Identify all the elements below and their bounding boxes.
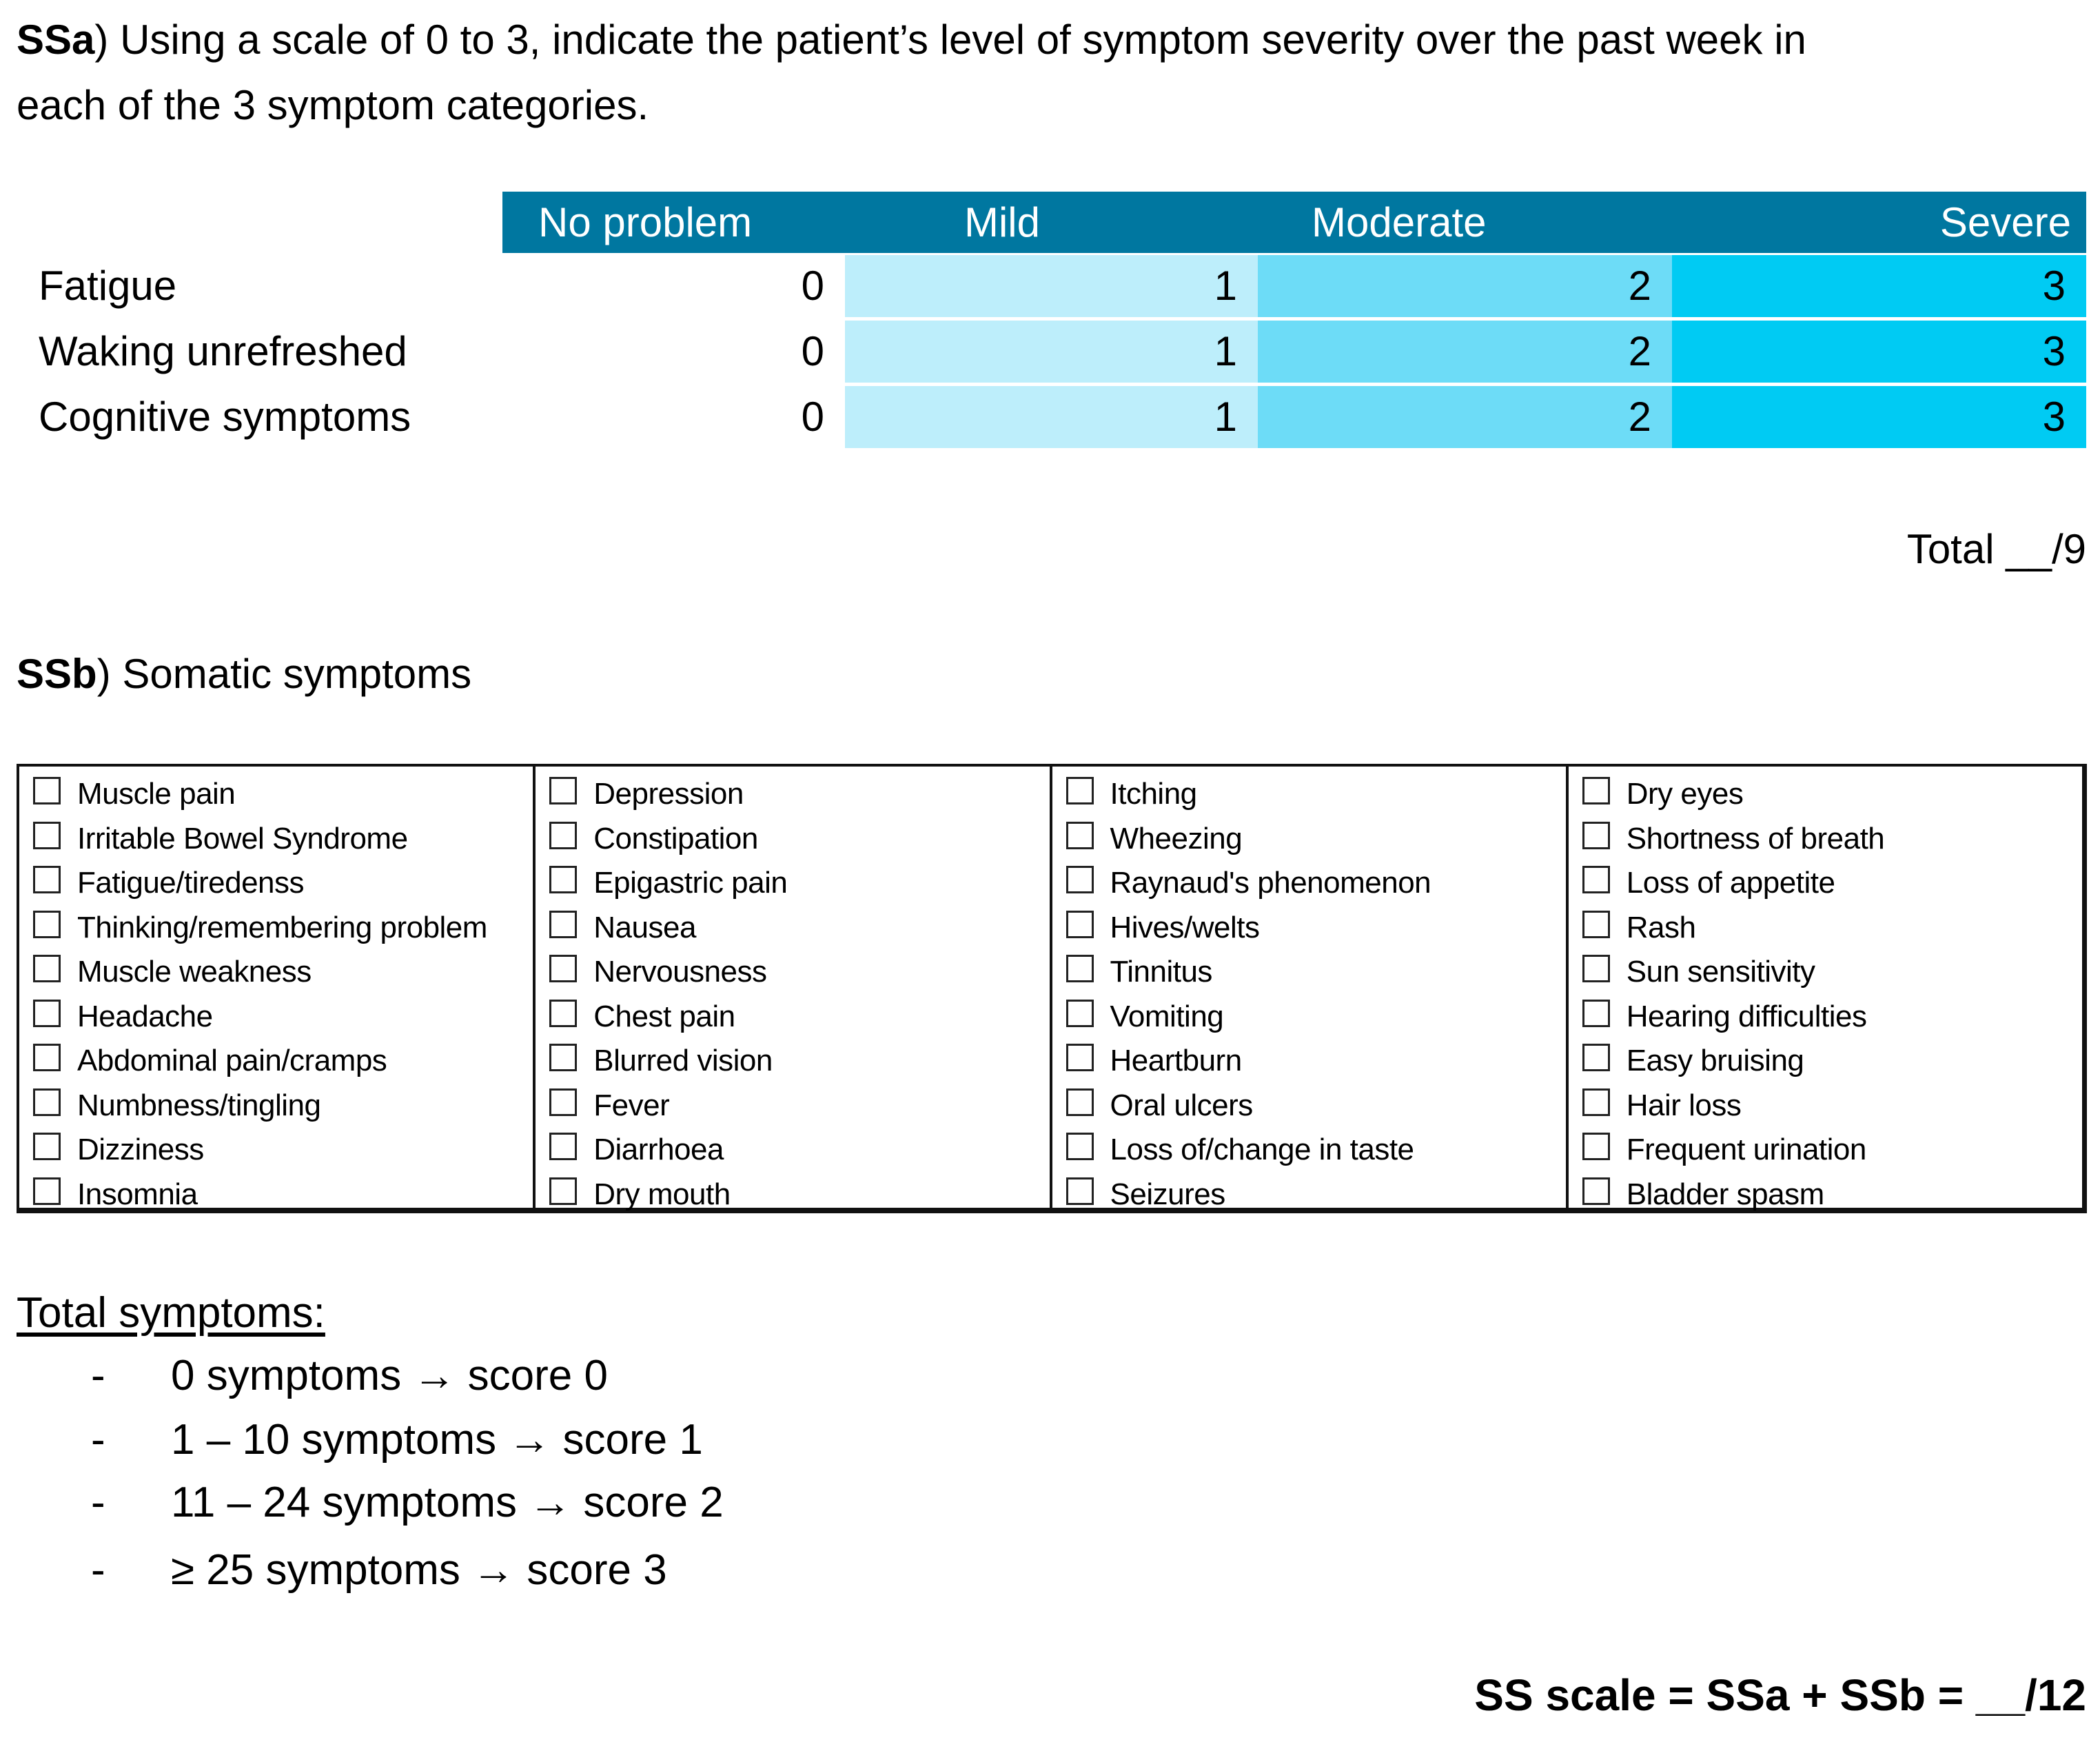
checkbox-icon[interactable]	[33, 1044, 61, 1071]
symptom-label: Shortness of breath	[1626, 821, 1885, 855]
symptom-checkbox-item[interactable]	[536, 861, 1049, 906]
score-cell-no-problem[interactable]: 0	[502, 255, 845, 317]
checkbox-icon[interactable]	[549, 911, 577, 938]
checkbox-icon[interactable]	[1066, 1177, 1094, 1205]
checkbox-icon[interactable]	[1582, 955, 1610, 982]
symptom-checkbox-item[interactable]	[19, 817, 533, 862]
severity-row-fatigue	[17, 255, 2086, 317]
checkbox-icon[interactable]	[1582, 1044, 1610, 1071]
symptom-checkbox-item[interactable]	[1569, 950, 2082, 995]
symptom-checkbox-item[interactable]	[1052, 1128, 1566, 1173]
checkbox-icon[interactable]	[549, 1044, 577, 1071]
score-cell-mild[interactable]: 1	[845, 255, 1258, 317]
symptom-checkbox-item[interactable]	[19, 861, 533, 906]
symptom-checkbox-item[interactable]	[1569, 906, 2082, 951]
bullet-dash: -	[91, 1479, 105, 1526]
symptom-checkbox-item[interactable]	[1052, 1173, 1566, 1217]
symptom-checkbox-item[interactable]	[1569, 1128, 2082, 1173]
header-mild: Mild	[964, 199, 1041, 245]
severity-row-cognitive-symptoms	[17, 386, 2086, 448]
symptom-label: Hives/welts	[1110, 910, 1260, 944]
symptom-label: Nausea	[593, 910, 696, 944]
ssa-instruction-line-1: SSa) Using a scale of 0 to 3, indicate the patient’s level of symptom severity over the past week in	[17, 17, 1806, 63]
symptom-checkbox-item[interactable]	[19, 1084, 533, 1128]
symptom-label: Loss of/change in taste	[1110, 1133, 1414, 1167]
checkbox-icon[interactable]	[549, 955, 577, 982]
symptom-label: Insomnia	[77, 1177, 198, 1211]
checkbox-icon[interactable]	[1066, 955, 1094, 982]
checkbox-icon[interactable]	[549, 777, 577, 804]
scoring-rule: - 11 – 24 symptoms → score 2	[0, 1471, 827, 1535]
severity-row-waking-unrefreshed	[17, 321, 2086, 383]
checkbox-icon[interactable]	[1582, 1088, 1610, 1116]
symptom-label: Diarrhoea	[593, 1133, 724, 1167]
checkbox-icon[interactable]	[1066, 911, 1094, 938]
bullet-dash: -	[91, 1416, 105, 1464]
header-moderate: Moderate	[1312, 199, 1487, 245]
score-cell-mild[interactable]: 1	[845, 386, 1258, 448]
checkbox-icon[interactable]	[1066, 1044, 1094, 1071]
somatic-symptom-checklist	[17, 764, 2087, 1213]
row-label: Fatigue	[39, 263, 177, 309]
checkbox-icon[interactable]	[1582, 866, 1610, 893]
symptom-checkbox-item[interactable]	[1052, 1084, 1566, 1128]
symptom-checkbox-item[interactable]	[19, 772, 533, 817]
checkbox-icon[interactable]	[33, 777, 61, 804]
symptom-label: Rash	[1626, 910, 1696, 944]
symptom-checkbox-item[interactable]	[1052, 861, 1566, 906]
symptom-checkbox-item[interactable]	[536, 1128, 1049, 1173]
bullet-dash: -	[91, 1352, 105, 1399]
symptom-checkbox-item[interactable]	[19, 1173, 533, 1217]
bullet-dash: -	[91, 1546, 105, 1594]
ss-scale-total: SS scale = SSa + SSb = __/12	[1474, 1670, 2086, 1720]
checkbox-icon[interactable]	[1582, 777, 1610, 804]
symptom-label: Abdominal pain/cramps	[77, 1044, 387, 1078]
symptom-checkbox-item[interactable]	[1569, 995, 2082, 1040]
checkbox-icon[interactable]	[549, 822, 577, 849]
symptom-label: Headache	[77, 999, 213, 1033]
symptom-checkbox-item[interactable]	[1052, 906, 1566, 951]
checkbox-icon[interactable]	[33, 1088, 61, 1116]
symptom-label: Seizures	[1110, 1177, 1225, 1211]
symptom-checkbox-item[interactable]	[1569, 861, 2082, 906]
symptom-checkbox-item[interactable]	[536, 1039, 1049, 1084]
symptom-label: Chest pain	[593, 999, 735, 1033]
symptom-checkbox-item[interactable]	[1052, 772, 1566, 817]
checkbox-icon[interactable]	[1582, 1000, 1610, 1027]
checkbox-icon[interactable]	[1066, 822, 1094, 849]
symptom-checkbox-item[interactable]	[1569, 772, 2082, 817]
checkbox-icon[interactable]	[1582, 911, 1610, 938]
symptom-label: Vomiting	[1110, 999, 1224, 1033]
symptom-label: Muscle pain	[77, 777, 236, 811]
symptom-label: Hair loss	[1626, 1088, 1742, 1122]
checkbox-icon[interactable]	[33, 1000, 61, 1027]
symptom-checkbox-item[interactable]	[1052, 950, 1566, 995]
symptom-checkbox-item[interactable]	[536, 772, 1049, 817]
checkbox-icon[interactable]	[1066, 1000, 1094, 1027]
symptom-label: Fatigue/tiredenss	[77, 866, 305, 900]
checkbox-icon[interactable]	[1582, 822, 1610, 849]
checkbox-icon[interactable]	[33, 866, 61, 893]
total-symptoms-title: Total symptoms:	[17, 1289, 325, 1337]
checkbox-icon[interactable]	[1066, 866, 1094, 893]
symptom-checkbox-item[interactable]	[19, 995, 533, 1040]
symptom-label: Dry eyes	[1626, 777, 1744, 811]
symptom-label: Dizziness	[77, 1133, 204, 1167]
symptom-label: Nervousness	[593, 955, 767, 989]
symptom-checkbox-item[interactable]	[1569, 1084, 2082, 1128]
symptom-checkbox-item[interactable]	[19, 950, 533, 995]
symptom-checkbox-item[interactable]	[1052, 995, 1566, 1040]
ssa-instruction-line-2: each of the 3 symptom categories.	[17, 82, 649, 128]
symptom-checkbox-item[interactable]	[19, 1039, 533, 1084]
symptom-checkbox-item[interactable]	[1569, 1173, 2082, 1217]
row-label: Waking unrefreshed	[39, 328, 407, 374]
symptom-checkbox-item[interactable]	[536, 995, 1049, 1040]
checkbox-icon[interactable]	[1066, 1088, 1094, 1116]
symptom-label: Epigastric pain	[593, 866, 788, 900]
score-cell-severe[interactable]: 3	[1672, 386, 2086, 448]
symptom-label: Oral ulcers	[1110, 1088, 1253, 1122]
checkbox-icon[interactable]	[549, 1000, 577, 1027]
checkbox-icon[interactable]	[549, 1133, 577, 1160]
checkbox-icon[interactable]	[33, 911, 61, 938]
score-cell-severe[interactable]: 3	[1672, 321, 2086, 383]
symptom-checkbox-item[interactable]	[536, 950, 1049, 995]
score-cell-severe[interactable]: 3	[1672, 255, 2086, 317]
ssb-heading: SSb) Somatic symptoms	[17, 651, 472, 697]
checkbox-icon[interactable]	[1582, 1177, 1610, 1205]
symptom-checkbox-item[interactable]	[19, 906, 533, 951]
scoring-rule: - 1 – 10 symptoms → score 1	[0, 1408, 827, 1472]
checklist-column	[1566, 767, 2082, 1211]
checkbox-icon[interactable]	[549, 1177, 577, 1205]
ssa-total: Total __/9	[1906, 526, 2086, 572]
severity-header	[502, 192, 2086, 253]
score-cell-moderate[interactable]: 2	[1258, 321, 1672, 383]
symptom-label: Numbness/tingling	[77, 1088, 321, 1122]
checkbox-icon[interactable]	[33, 1133, 61, 1160]
symptom-checkbox-item[interactable]	[1569, 817, 2082, 862]
symptom-label: Muscle weakness	[77, 955, 312, 989]
ssb-prefix: SSb	[17, 651, 97, 697]
checkbox-icon[interactable]	[33, 955, 61, 982]
symptom-label: Raynaud's phenomenon	[1110, 866, 1431, 900]
score-cell-moderate[interactable]: 2	[1258, 255, 1672, 317]
checkbox-icon[interactable]	[549, 1088, 577, 1116]
checkbox-icon[interactable]	[1066, 777, 1094, 804]
score-cell-no-problem[interactable]: 0	[502, 321, 845, 383]
symptom-label: Hearing difficulties	[1626, 999, 1867, 1033]
symptom-checkbox-item[interactable]	[1052, 1039, 1566, 1084]
symptom-checkbox-item[interactable]	[1052, 817, 1566, 862]
ssa-prefix: SSa	[17, 17, 95, 63]
checkbox-icon[interactable]	[1066, 1133, 1094, 1160]
checklist-column	[1050, 767, 1566, 1211]
score-cell-no-problem[interactable]: 0	[502, 386, 845, 448]
symptom-checkbox-item[interactable]	[1569, 1039, 2082, 1084]
ssa-instruction	[17, 7, 2084, 138]
symptom-label: Blurred vision	[593, 1044, 773, 1078]
score-cell-mild[interactable]: 1	[845, 321, 1258, 383]
checkbox-icon[interactable]	[549, 866, 577, 893]
symptom-checkbox-item[interactable]	[536, 906, 1049, 951]
symptom-label: Easy bruising	[1626, 1044, 1804, 1078]
scoring-rules	[0, 1344, 827, 1620]
checklist-column	[19, 767, 533, 1211]
score-cell-moderate[interactable]: 2	[1258, 386, 1672, 448]
symptom-label: Constipation	[593, 821, 758, 855]
symptom-checkbox-item[interactable]	[19, 1128, 533, 1173]
checkbox-icon[interactable]	[1582, 1133, 1610, 1160]
symptom-label: Frequent urination	[1626, 1133, 1866, 1167]
symptom-label: Tinnitus	[1110, 955, 1212, 989]
symptom-checkbox-item[interactable]	[536, 1084, 1049, 1128]
symptom-label: Bladder spasm	[1626, 1177, 1824, 1211]
symptom-label: Heartburn	[1110, 1044, 1242, 1078]
symptom-label: Loss of appetite	[1626, 866, 1835, 900]
symptom-label: Wheezing	[1110, 821, 1243, 855]
scoring-rule: - ≥ 25 symptoms → score 3	[0, 1539, 827, 1602]
symptom-label: Depression	[593, 777, 744, 811]
symptom-label: Irritable Bowel Syndrome	[77, 821, 408, 855]
symptom-checkbox-item[interactable]	[536, 1173, 1049, 1217]
symptom-label: Itching	[1110, 777, 1197, 811]
checklist-column	[533, 767, 1049, 1211]
checkbox-icon[interactable]	[33, 822, 61, 849]
symptom-checkbox-item[interactable]	[536, 817, 1049, 862]
symptom-label: Dry mouth	[593, 1177, 731, 1211]
header-severe: Severe	[1939, 199, 2071, 245]
header-no-problem: No problem	[538, 199, 753, 245]
symptom-label: Fever	[593, 1088, 670, 1122]
symptom-label: Sun sensitivity	[1626, 955, 1815, 989]
row-label: Cognitive symptoms	[39, 394, 411, 440]
symptom-label: Thinking/remembering problem	[77, 910, 487, 944]
checkbox-icon[interactable]	[33, 1177, 61, 1205]
scoring-rule: - 0 symptoms → score 0	[0, 1344, 827, 1408]
